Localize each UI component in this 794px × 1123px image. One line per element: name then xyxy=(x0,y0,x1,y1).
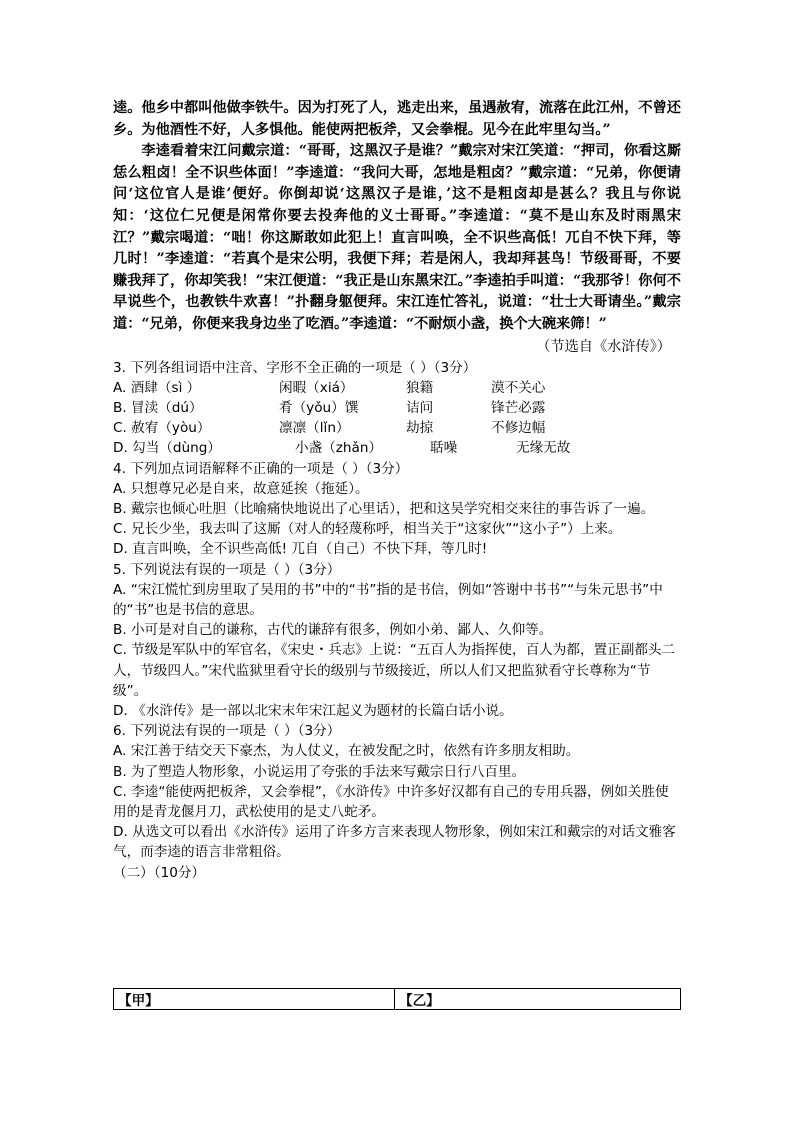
question-3-option-a xyxy=(113,378,681,398)
question-3 xyxy=(113,358,681,459)
table-cell-jia: 【甲】 xyxy=(114,989,395,1010)
question-6-option-c: C. 李逵“能使两把板斧，又会拳棍”，《水浒传》中许多好汉都有自己的专用兵器，例如关胜使用的是青龙偃月刀，武松使用的是丈八蛇矛。 xyxy=(113,783,669,820)
section-2-table xyxy=(113,988,681,1010)
question-3-option-d xyxy=(113,438,681,458)
option-cell: 不修边幅 xyxy=(491,420,546,437)
question-5-option-c: C. 节级是军队中的军官名，《宋史・兵志》上说：“五百人为指挥使，百人为都，置正副都头二人，节级四人。”宋代监狱里看守长的级别与节级接近，所以人们又把监狱看守长尊称为“节级”。 xyxy=(113,642,676,699)
question-4-option-a: A. 只想尊兄必是自来，故意延挨（拖延）。 xyxy=(113,480,369,497)
question-5-option-b: B. 小可是对自己的谦称，古代的谦辞有很多，例如小弟、鄙人、久仰等。 xyxy=(113,622,553,639)
option-cell: D. 勾当（dùng） xyxy=(113,440,221,457)
passage-paragraph-1: 逵。他乡中都叫他做李铁牛。因为打死了人，逃走出来，虽遇赦宥，流落在此江州，不曾还乡。为他酒性不好，人多惧他。能使两把板斧，又会拳棍。见今在此牢里勾当。” xyxy=(113,100,681,138)
option-cell: 凛凛（lǐn） xyxy=(279,420,350,437)
question-6-stem: 6. 下列说法有误的一项是（ ）（3分） xyxy=(113,723,341,740)
question-4 xyxy=(113,459,681,560)
option-cell: 漠不关心 xyxy=(491,379,546,396)
option-cell: 锋芒必露 xyxy=(491,399,546,416)
question-6-option-d: D. 从选文可以看出《水浒传》运用了许多方言来表现人物形象，例如宋江和戴宗的对话文雅客气，而李逵的语言非常粗俗。 xyxy=(113,824,676,861)
option-cell: B. 冒渎（dú） xyxy=(113,399,203,416)
section-2-heading: （二）（10分） xyxy=(113,864,206,881)
option-cell: 劫掠 xyxy=(406,420,434,437)
question-5-option-d: D. 《水浒传》是一部以北宋末年宋江起义为题材的长篇白话小说。 xyxy=(113,702,513,719)
option-cell: 无缘无故 xyxy=(516,440,571,457)
question-6-option-b: B. 为了塑造人物形象，小说运用了夸张的手法来写戴宗日行八百里。 xyxy=(113,763,526,780)
question-3-stem: 3. 下列各组词语中注音、字形不全正确的一项是（ ）（3分） xyxy=(113,359,477,376)
table-row xyxy=(114,989,681,1010)
reading-passage xyxy=(113,98,681,336)
question-list xyxy=(113,358,681,883)
question-5 xyxy=(113,560,681,722)
option-cell: 小盏（zhǎn） xyxy=(295,440,383,457)
question-4-option-b: B. 戴宗也倾心吐胆（比喻痛快地说出了心里话），把和这吴学究相交来往的事告诉了一遍。 xyxy=(113,500,655,517)
option-cell: 肴（yǒu）馔 xyxy=(279,399,359,416)
exam-page xyxy=(113,98,681,883)
option-cell: 狼籍 xyxy=(406,379,434,396)
question-5-stem: 5. 下列说法有误的一项是（ ）（3分） xyxy=(113,561,341,578)
question-3-option-c xyxy=(113,418,681,438)
question-6 xyxy=(113,721,681,862)
passage-paragraph-2: 李逵看着宋江问戴宗道：“哥哥，这黑汉子是谁？”戴宗对宋江笑道：“押司，你看这厮恁么粗卤！全不识些体面！”李逵道：“我问大哥，怎地是粗卤？”戴宗道：“兄弟，你便请问‘这位官人是谁’便好。你倒却说‘这黑汉子是谁，’这不是粗卤却是甚么？我且与你说知：‘这位仁兄便是闲常你要去投奔他的义士哥哥。”李逵道：“莫不是山东及时雨黑宋江？”戴宗喝道：“咄！你这厮敢如此犯上！直言叫唤，全不识些高低！兀自不快下拜，等几时！”李逵道：“若真个是宋公明，我便下拜；若是闲人，我却拜甚鸟！节级哥哥，不要赚我拜了，你却笑我！”宋江便道：“我正是山东黑宋江。”李逵拍手叫道：“我那爷！你何不早说些个，也教铁牛欢喜！”扑翻身躯便拜。宋江连忙答礼，说道：“壮士大哥请坐。”戴宗道：“兄弟，你便来我身边坐了吃酒。”李逵道：“不耐烦小盏，换个大碗来筛！” xyxy=(113,143,681,332)
question-5-option-a: A. “宋江慌忙到房里取了吴用的书”中的“书”指的是书信，例如“答谢中书书”“与朱元思书”中的“书”也是书信的意思。 xyxy=(113,581,663,618)
option-cell: 诘问 xyxy=(406,399,434,416)
question-4-option-d: D. 直言叫唤，全不识些高低! 兀自（自己）不快下拜，等几时! xyxy=(113,541,488,558)
option-cell: A. 酒肆（sì ） xyxy=(113,379,201,396)
question-3-option-b xyxy=(113,398,681,418)
option-cell: 闲暇（xiá） xyxy=(279,379,354,396)
passage-source: （节选自《水浒传》） xyxy=(536,338,671,355)
question-4-stem: 4. 下列加点词语解释不正确的一项是（ ）（3分） xyxy=(113,460,409,477)
table-cell-yi: 【乙】 xyxy=(395,989,681,1010)
option-cell: C. 赦宥（yòu） xyxy=(113,420,211,437)
option-cell: 聒噪 xyxy=(430,440,458,457)
question-4-option-c: C. 兄长少坐，我去叫了这厮（对人的轻蔑称呼，相当关于“这家伙”“这小子”）上来。 xyxy=(113,521,622,538)
question-6-option-a: A. 宋江善于结交天下豪杰，为人仗义，在被发配之时，依然有许多朋友相助。 xyxy=(113,743,580,760)
